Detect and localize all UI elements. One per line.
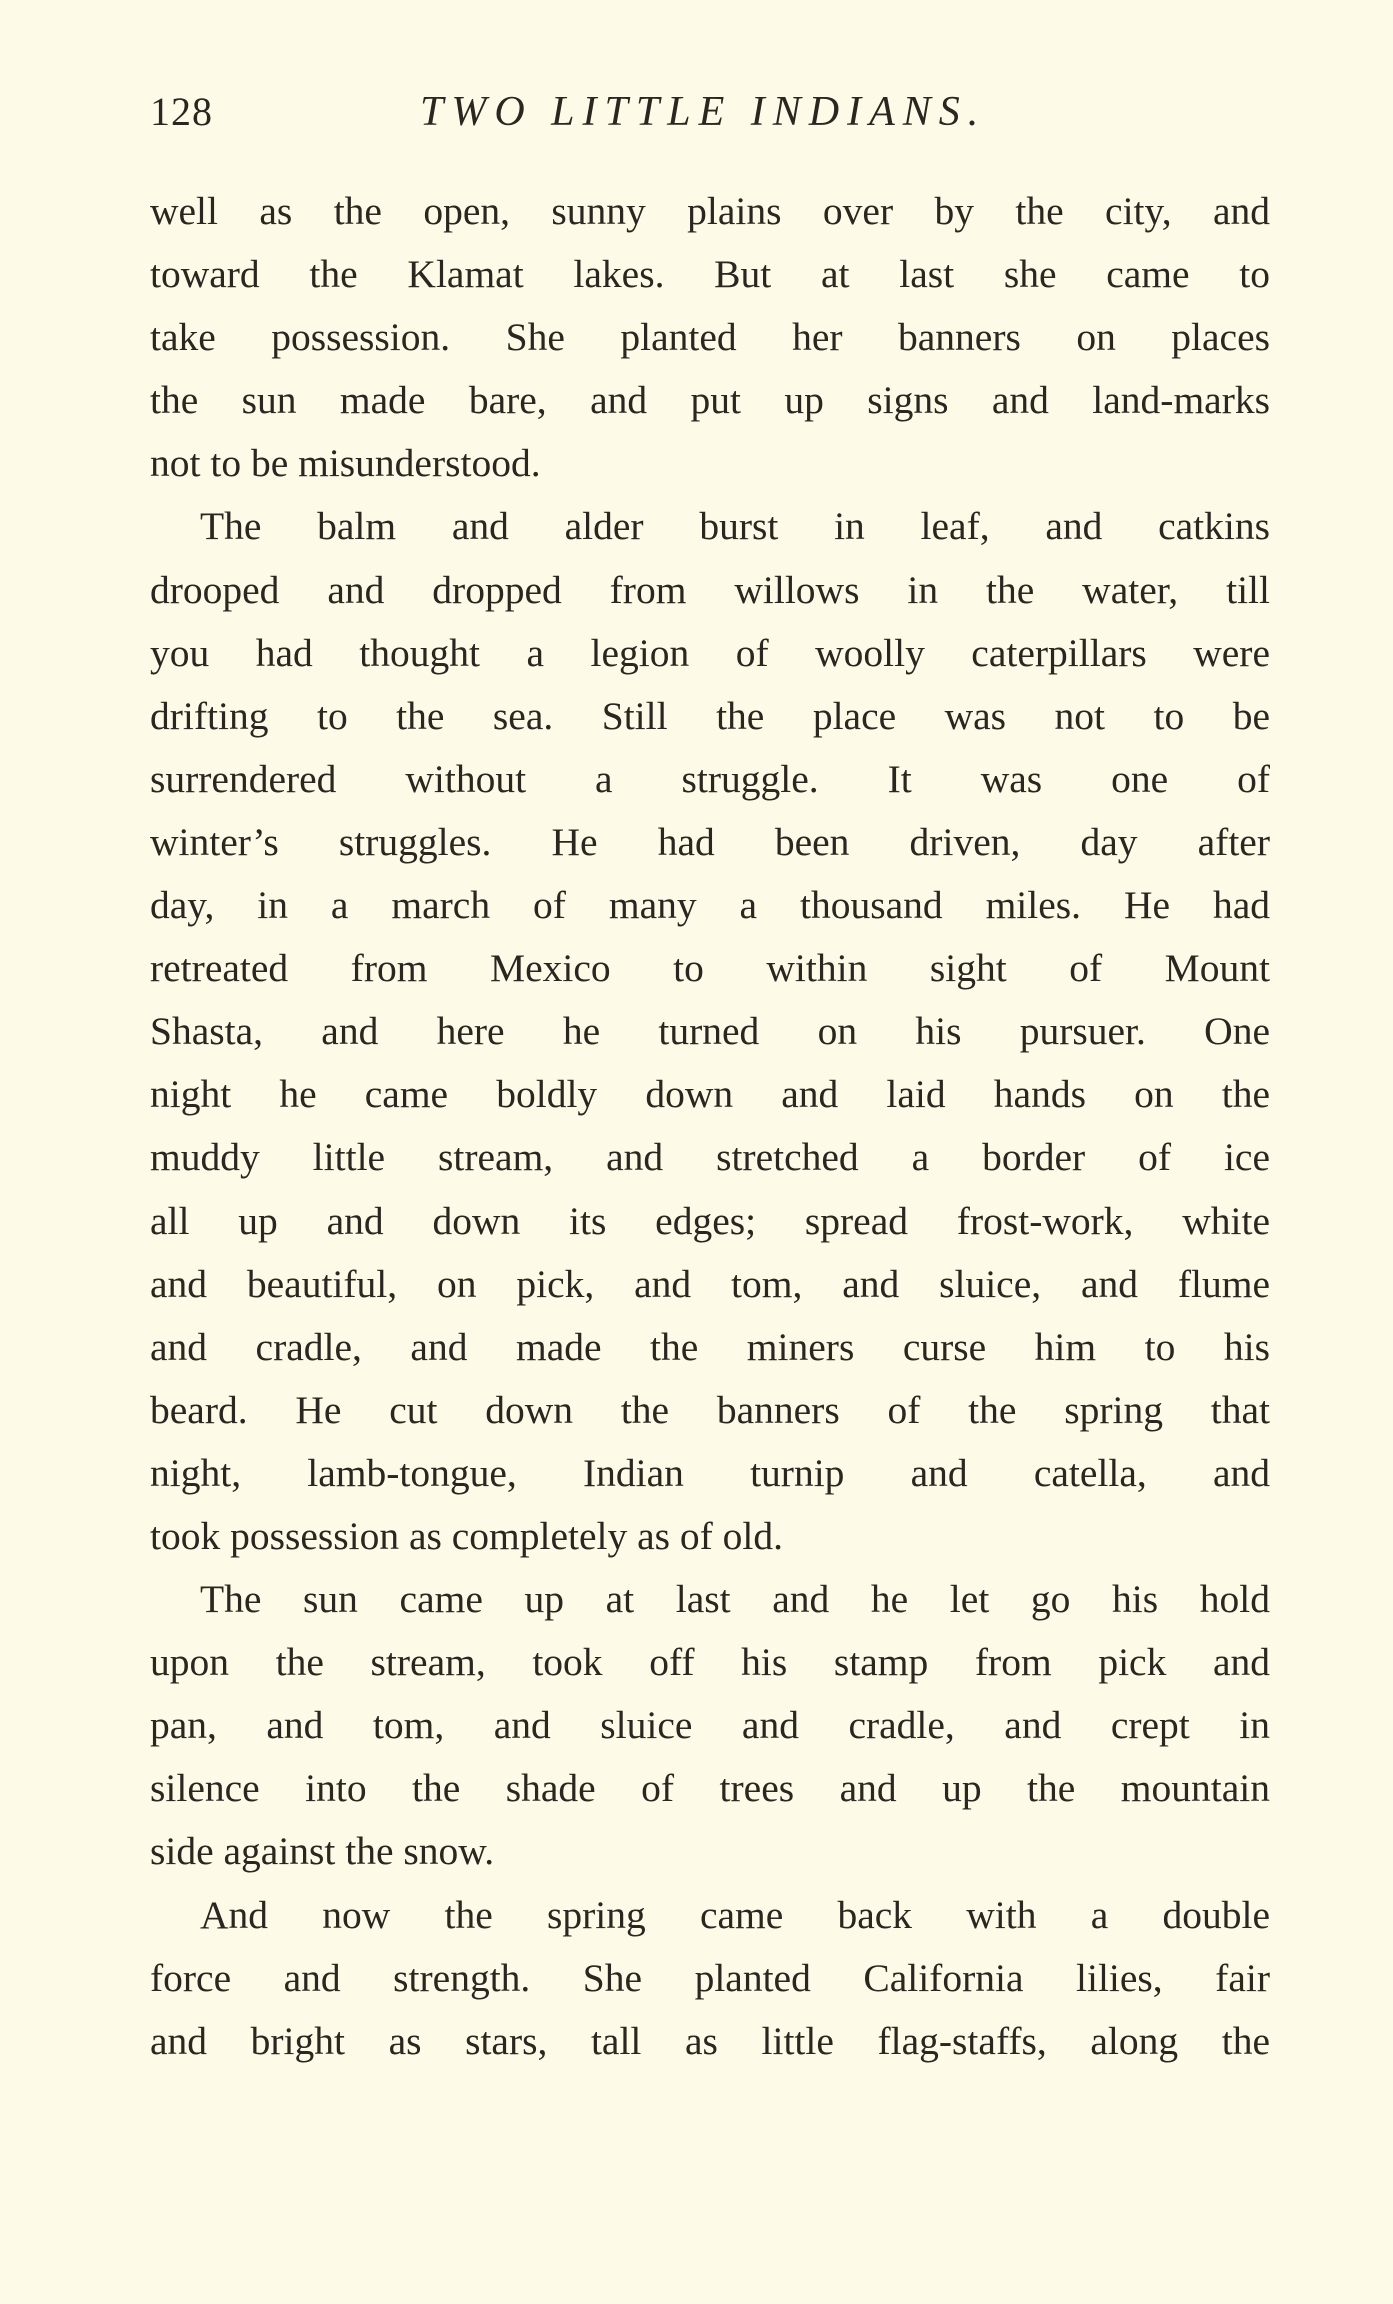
- text-line: day, in a march of many a thousand miles. He had: [150, 883, 1270, 928]
- text-line: not to be misunderstood.: [150, 441, 541, 486]
- text-line: you had thought a legion of woolly caterpillars were: [150, 630, 1270, 675]
- text-line: toward the Klamat lakes. But at last she came to: [150, 252, 1270, 297]
- text-line: side against the snow.: [150, 1829, 495, 1874]
- text-line: muddy little stream, and stretched a border of ice: [150, 1135, 1270, 1180]
- text-line: retreated from Mexico to within sight of Mount: [150, 946, 1270, 991]
- text-line: winter’s struggles. He had been driven, day after: [150, 819, 1270, 864]
- text-line: and bright as stars, tall as little flag-staffs, along the: [150, 2018, 1270, 2063]
- text-line: and cradle, and made the miners curse him to his: [150, 1324, 1270, 1369]
- text-line: the sun made bare, and put up signs and land-marks: [150, 378, 1270, 423]
- text-line: The sun came up at last and he let go his hold: [200, 1577, 1270, 1622]
- text-line: took possession as completely as of old.: [150, 1513, 784, 1558]
- text-line: all up and down its edges; spread frost-work, white: [150, 1198, 1270, 1243]
- text-line: night he came boldly down and laid hands on the: [150, 1072, 1270, 1117]
- text-line: drifting to the sea. Still the place was not to be: [150, 693, 1270, 738]
- text-line: drooped and dropped from willows in the water, till: [150, 567, 1270, 612]
- text-line: silence into the shade of trees and up the mountain: [150, 1766, 1270, 1811]
- text-line: surrendered without a struggle. It was one of: [150, 756, 1270, 801]
- text-line: night, lamb-tongue, Indian turnip and catella, and: [150, 1450, 1270, 1495]
- text-line: And now the spring came back with a double: [200, 1892, 1270, 1937]
- page-number: 128: [150, 89, 213, 134]
- running-title: TWO LITTLE INDIANS.: [420, 89, 987, 135]
- text-line: upon the stream, took off his stamp from pick and: [150, 1640, 1270, 1685]
- text-line: and beautiful, on pick, and tom, and sluice, and flume: [150, 1261, 1270, 1306]
- text-line: beard. He cut down the banners of the spring that: [150, 1387, 1270, 1432]
- text-line: The balm and alder burst in leaf, and catkins: [200, 504, 1270, 549]
- text-line: force and strength. She planted California lilies, fair: [150, 1955, 1270, 2000]
- text-line: take possession. She planted her banners on places: [150, 315, 1270, 360]
- text-line: Shasta, and here he turned on his pursuer. One: [150, 1009, 1270, 1054]
- text-line: well as the open, sunny plains over by the city, and: [150, 189, 1270, 233]
- running-head: [150, 88, 1270, 148]
- body-text: [150, 180, 1270, 2073]
- text-line: pan, and tom, and sluice and cradle, and crept in: [150, 1703, 1270, 1748]
